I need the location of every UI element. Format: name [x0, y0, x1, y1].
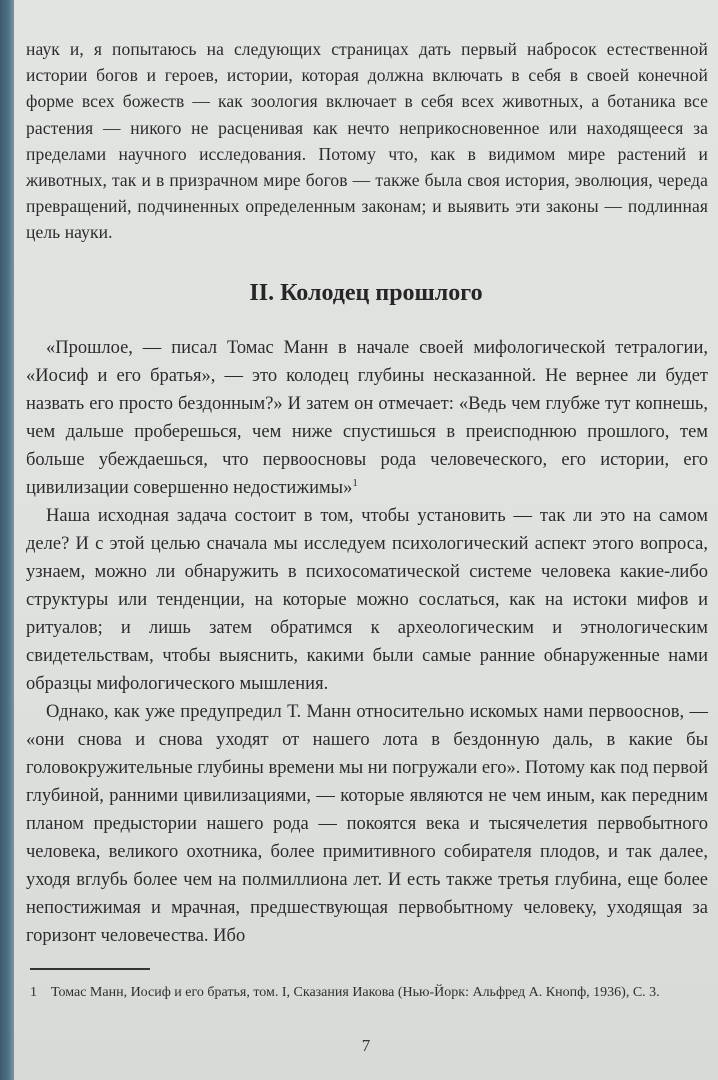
- footnote-divider: [30, 968, 150, 970]
- paragraph-quote-text: «Прошлое, — писал Томас Манн в начале своей мифологической тетралогии, «Иосиф и его братья», — это колодец глубины несказанной. Не вернее ли будет назвать его просто бездонным?» И затем он отмечает: «Ведь чем глубже тут копнешь, чем дальше проберешься, чем ниже спустишься в преисподнюю прошлого, тем больше убеждаешься, что первоосновы рода человеческого, его истории, его цивилизации совершенно недостижимы»: [26, 338, 708, 498]
- section-body: [26, 334, 708, 950]
- intro-text-block: [26, 36, 708, 246]
- paragraph-depths: Однако, как уже предупредил Т. Манн относительно искомых нами первооснов, — «они снова и снова уходят от нашего лота в бездонную даль, в какие бы головокружительные глубины времени мы ни погружали его». Потому как под первой глубиной, ранними цивилизациями, — которые являются не чем иным, как передним планом предыстории нашего рода — покоятся века и тысячелетия первобытного человека, великого охотника, более примитивного собирателя плодов, и так далее, уходя вглубь более чем на полмиллиона лет. И есть также третья глубина, еще более непостижимая и мрачная, предшествующая первобытному человеку, уходящая за горизонт человечества. Ибо: [26, 702, 708, 946]
- intro-paragraph: наук и, я попытаюсь на следующих страницах дать первый набросок естественной истории богов и героев, истории, которая должна включать в себя в своей конечной форме всех божеств — как зоология включает в себя всех животных, а ботаника все растения — никого не расценивая как нечто неприкосновенное или находящееся за пределами научного исследования. Потому что, как в видимом мире растений и животных, так и в призрачном мире богов — также была своя история, эволюция, череда превращений, подчиненных определенным законам; и выявить эти законы — подлинная цель науки.: [26, 39, 708, 243]
- footnote-number: 1: [30, 985, 37, 1000]
- section-heading: II. Колодец прошлого: [249, 280, 483, 306]
- adjacent-book-edge: [0, 0, 14, 1080]
- footnote-text: Томас Манн, Иосиф и его братья, том. I, Сказания Иакова (Нью-Йорк: Альфред А. Кнопф, 1936), С. 3.: [51, 985, 660, 1000]
- paragraph-quote: [26, 334, 708, 502]
- paragraph-task: Наша исходная задача состоит в том, чтобы установить — так ли это на самом деле? И с этой целью сначала мы исследуем психологический аспект этого вопроса, узнаем, можно ли обнаружить в психосоматической системе человека какие-либо структуры или тенденции, на которые можно сослаться, как на истоки мифов и ритуалов; и лишь затем обратимся к археологическим и этнологическим свидетельствам, чтобы выяснить, какими были самые ранние обнаруженные нами образцы мифологического мышления.: [26, 506, 708, 694]
- book-page: [14, 0, 718, 1080]
- footnote: [30, 984, 718, 1002]
- footnote-reference[interactable]: 1: [352, 476, 358, 489]
- page-number: 7: [361, 1036, 371, 1055]
